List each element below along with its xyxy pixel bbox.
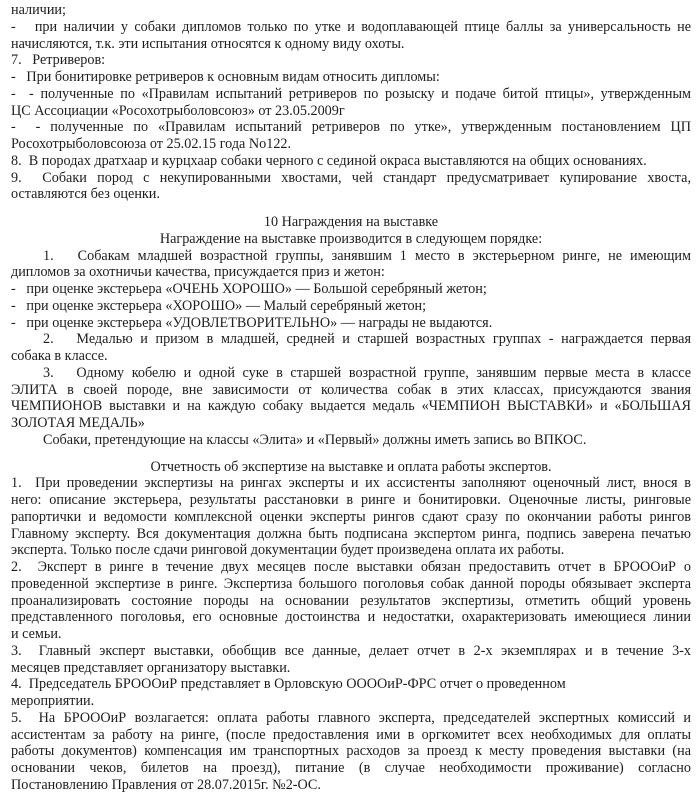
text-line: - при оценке экстерьера «ХОРОШО» — Малый серебряный жетон;	[11, 297, 427, 314]
text-line: проведенной экспертизе в ринге. Экспертиза большого поголовья собак данной породы обязывает эксперта	[11, 575, 691, 592]
text-line: ЭЛИТА в своей породе, вне зависимости от количества собак в этих классах, присуждаются звания	[11, 381, 691, 398]
text-line: - при оценке экстерьера «УДОВЛЕТВОРИТЕЛЬНО» — награды не выдаются.	[11, 314, 493, 331]
text-line: 5. На БРОООиР возлагается: оплата работы главного эксперта, председателей экспертных комиссий и	[11, 709, 691, 726]
text-line: Награждение на выставке производится в следующем порядке:	[159, 230, 543, 247]
text-line: проанализировать состояние породы на основании результатов экспертизы, отметить общий уровень	[11, 592, 691, 609]
text-line: - - полученные по «Правилам испытаний ретриверов по розыску и подаче битой птицы», утвержденным	[11, 85, 691, 102]
text-line: ЧЕМПИОНОВ выставки и на каждую собаку выдается медаль «ЧЕМПИОН ВЫСТАВКИ» и «БОЛЬШАЯ	[11, 398, 691, 415]
text-line: основании чеков, билетов на проезд), питание (в случае необходимости проживание) согласно	[11, 760, 691, 776]
heading-line: Отчетность об экспертизе на выставке и оплата работы экспертов.	[150, 458, 552, 475]
text-line: начисляются, т.к. эти испытания относятся к одному виду охоты.	[11, 35, 405, 52]
text-line: рапортички и ведомости комплексной оценки эксперты рингов сдают сразу по окончании работы рингов	[11, 508, 691, 525]
text-line: ассистентам за работу на ринге, (после предоставления ими в оргкомитет всех необходимых для оплаты	[11, 726, 691, 743]
text-line: собака в классе.	[11, 348, 108, 364]
text-line: оставляются без оценки.	[11, 186, 160, 203]
text-line: 2. Эксперт в ринге в течение двух месяцев после выставки обязан предоставить отчет в БРОООиР о	[11, 559, 691, 575]
text-line: 7. Ретриверов:	[11, 52, 106, 69]
text-line: 2. Медалью и призом в младшей, средней и старшей возрастных группах - награждается первая	[43, 331, 691, 348]
text-line: 1. При проведении экспертизы на рингах эксперты и их ассистенты заполняют оценочный лист, внося в	[11, 475, 691, 492]
text-line: наличии;	[11, 2, 66, 18]
text-line: 4. Председатель БРОООиР представляет в Орловскую ООООиР-ФРС отчет о проведенном	[11, 676, 566, 693]
text-line: - - полученные по «Правилам испытаний ретриверов по утке», утвержденным постановлением ЦП	[11, 119, 691, 136]
heading-line: 10 Награждения на выставке	[263, 214, 439, 230]
text-line: представленного поголовья, его основные достоинства и недостатки, охарактеризовать имеющиеся линии	[11, 609, 691, 626]
paragraph-spacer	[11, 203, 691, 214]
text-line: и семьи.	[11, 626, 62, 642]
text-line: 3. Одному кобелю и одной суке в старшей возрастной группе, занявшим первые места в классе	[43, 364, 691, 381]
paragraph-spacer	[11, 449, 691, 459]
text-line: 9. Собаки пород с некупированными хвостами, чей стандарт предусматривает купирование хвоста,	[11, 169, 691, 186]
text-line: месяцев представляет организатору выставки.	[11, 659, 291, 676]
text-line: - при наличии у собаки дипломов только по утке и водоплавающей птице баллы за универсальность не	[11, 18, 691, 35]
text-line: работы документов) компенсация им транспортных расходов за проезд к месту проведения выставки (на	[11, 743, 691, 760]
text-line: Собаки, претендующие на классы «Элита» и «Первый» должны иметь запись во ВПКОС.	[43, 431, 587, 448]
text-line: - при оценке экстерьера «ОЧЕНЬ ХОРОШО» — Большой серебряный жетон;	[11, 281, 487, 297]
text-line: - При бонитировке ретриверов к основным видам относить дипломы:	[11, 69, 440, 85]
text-line: 3. Главный эксперт выставки, обобщив все данные, делает отчет в 2-х экземплярах и в течение 3-х	[11, 642, 691, 659]
text-line: мероприятии.	[11, 693, 95, 709]
text-line: дипломов за охотничьи качества, присуждается приз и жетон:	[11, 264, 385, 281]
text-line: него: описание экстерьера, результаты расстановки в ринге и бонитировки. Оценочные листы, ринговые	[11, 492, 691, 508]
text-line: 8. В породах дратхаар и курцхаар собаки черного с сединой окраса выставляются на общих основаниях.	[11, 152, 647, 169]
text-line: эксперта. Только после сдачи ринговой документации будет произведена оплата их работы.	[11, 542, 565, 559]
text-line: 1. Собакам младшей возрастной группы, занявшим 1 место в экстерьерном ринге, не имеющим	[43, 247, 691, 264]
text-line: Росохотрыболовсоюза от 25.02.15 года No122.	[11, 136, 292, 152]
text-line: Главному эксперту. Вся документация должна быть подписана экспертом ринга, подпись заверена печатью	[11, 525, 691, 542]
text-line: ЦС Ассоциации «Росохотрыболовсоюз» от 23.05.2009г	[11, 102, 345, 119]
text-line: ЗОЛОТАЯ МЕДАЛЬ»	[11, 415, 145, 431]
text-line: Постановлению Правления от 28.07.2015г. №2-ОС.	[11, 776, 321, 793]
